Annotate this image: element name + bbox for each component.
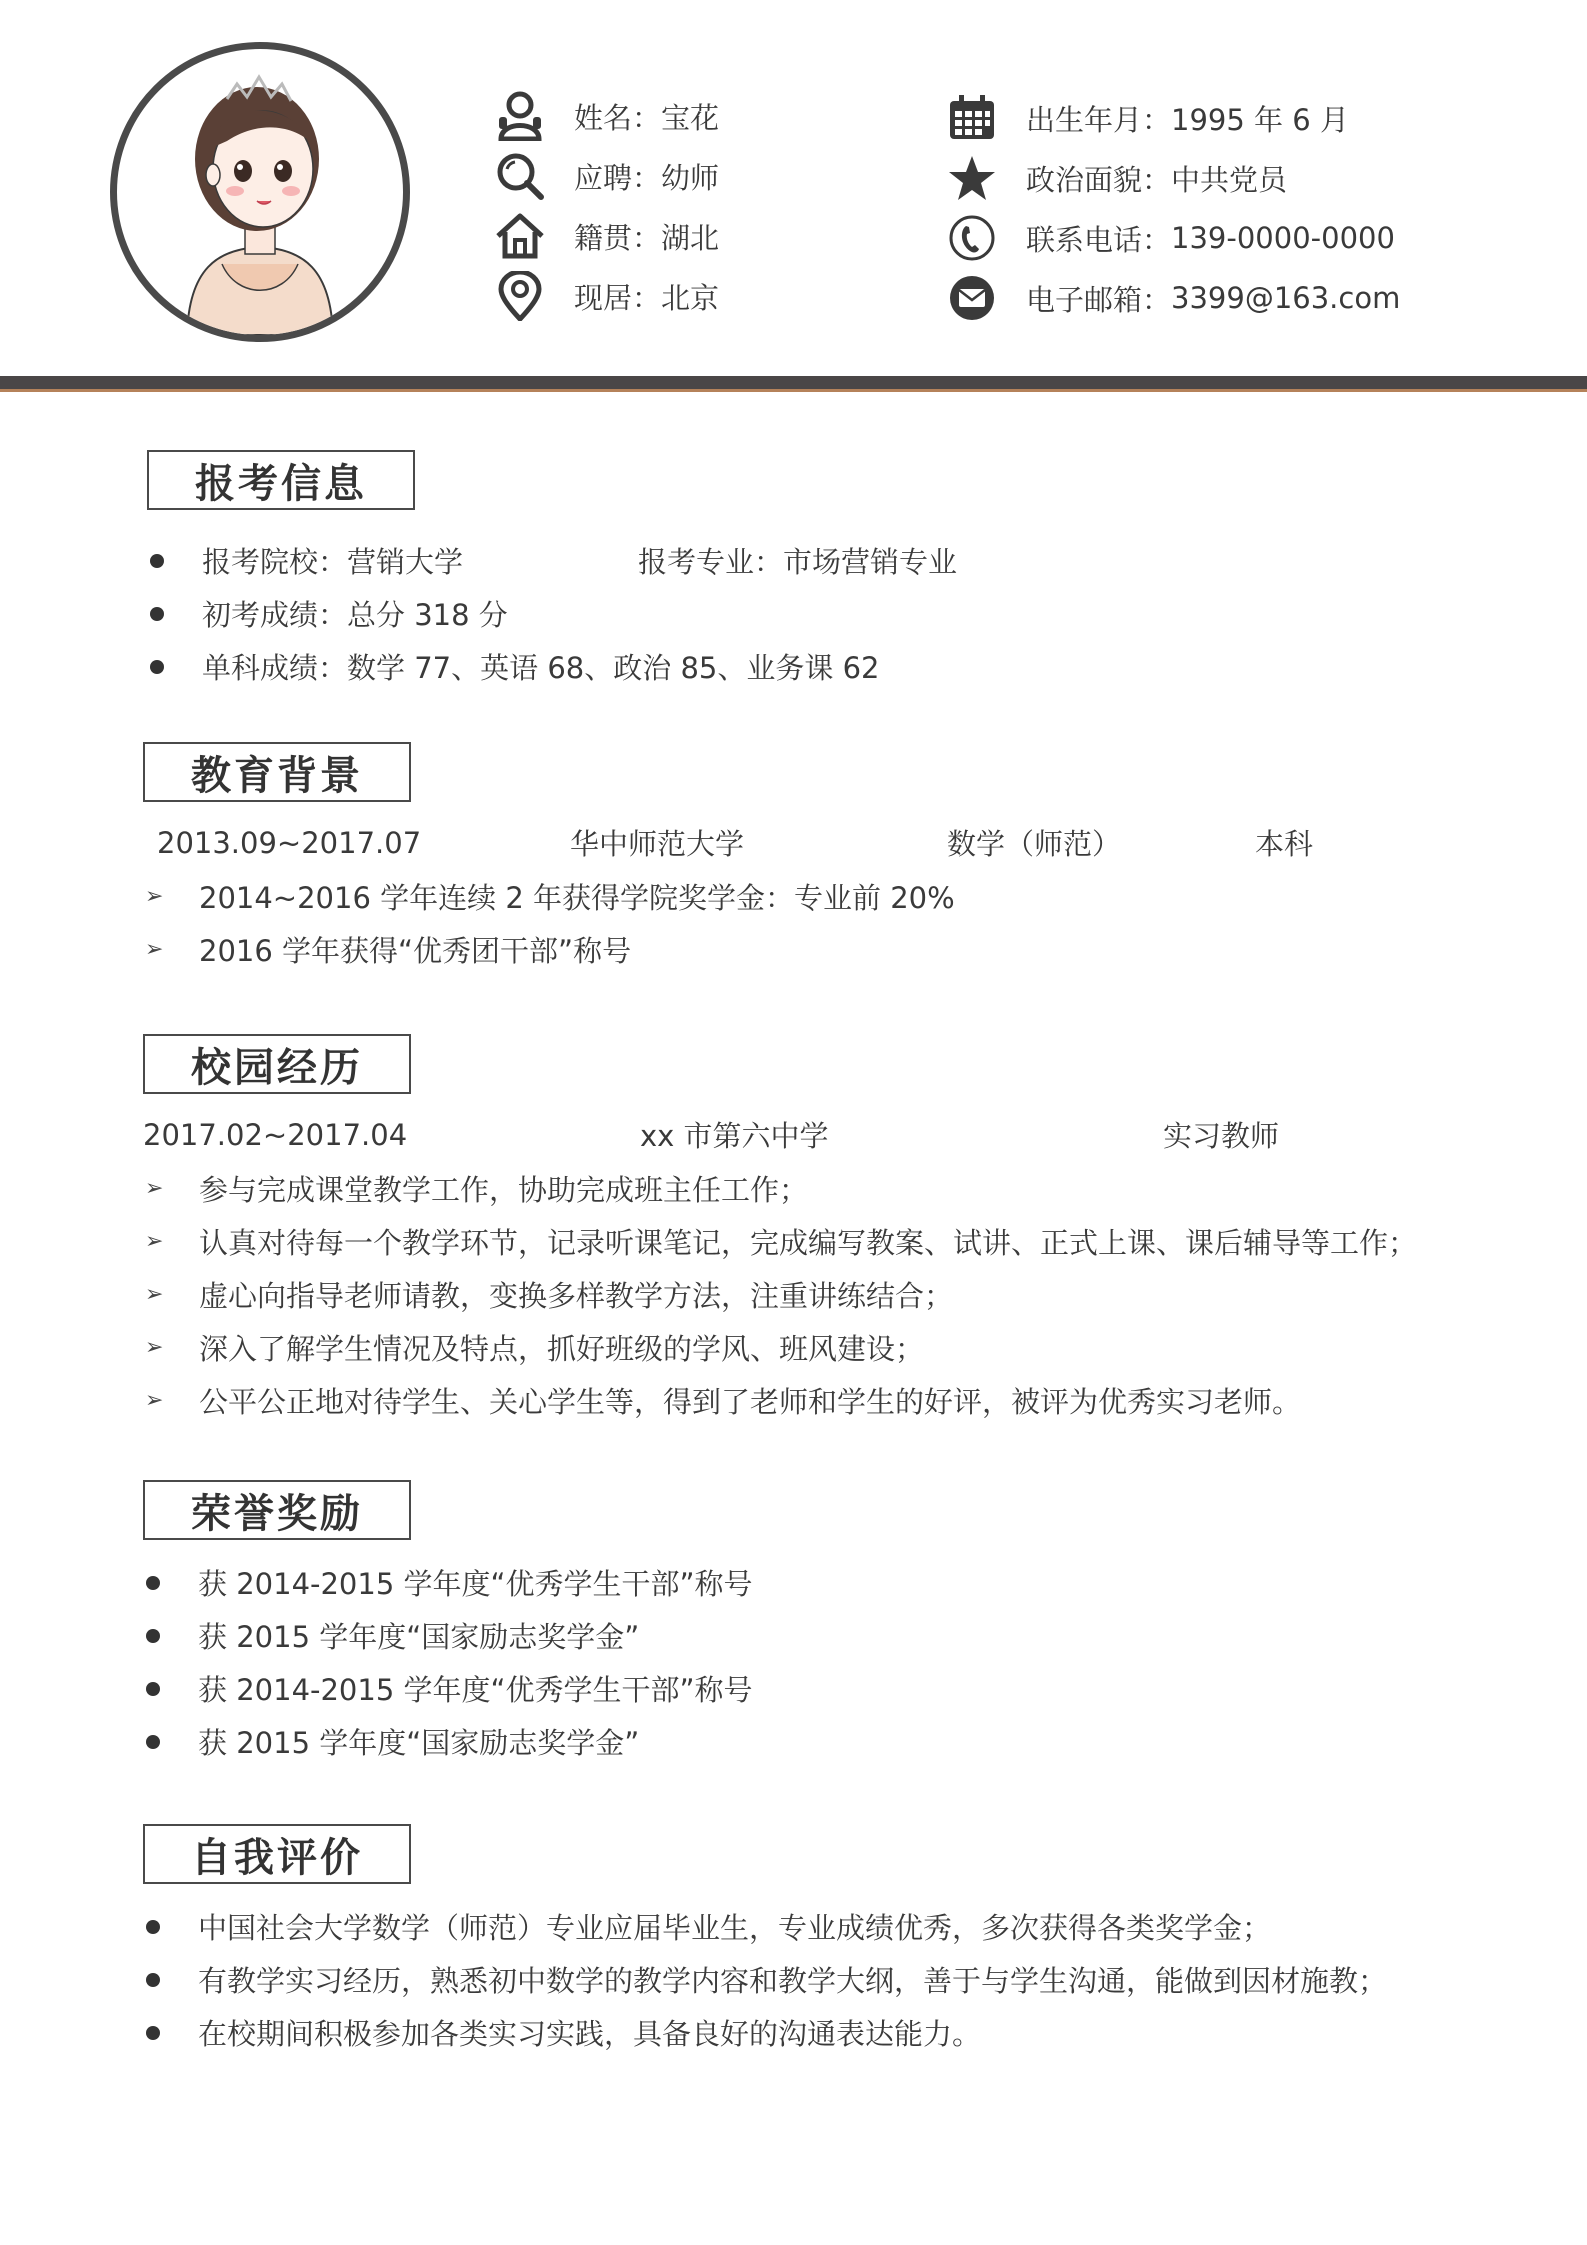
arrow-bullet-icon: ➢ [145,937,164,962]
exam-school: 报考院校：营销大学 [202,545,464,579]
honor-item: 获 2015 学年度“国家励志奖学金” [198,1726,640,1760]
bullet-icon [150,554,164,568]
residence-value: 北京 [661,280,720,315]
honor-item: 获 2014-2015 学年度“优秀学生干部”称号 [198,1673,753,1707]
list-item [150,640,1450,693]
self-item: 在校期间积极参加各类实习实践，具备良好的沟通表达能力。 [198,2017,982,2051]
arrow-bullet-icon: ➢ [145,884,164,909]
education-item: 2016 学年获得“优秀团干部”称号 [199,934,632,968]
education-period: 2013.09~2017.07 [157,825,422,860]
email-value: 3399@163.com [1171,281,1401,315]
birth-value: 1995 年 6 月 [1171,102,1349,137]
bullet-icon [146,2026,160,2040]
phone-row [946,208,1400,268]
arrow-bullet-icon: ➢ [145,1388,164,1413]
list-item [145,1268,1465,1321]
section-title-education: 教育背景 [143,742,411,802]
bullet-icon [146,1920,160,1934]
residence-label: 现居 ： [574,276,661,317]
honor-item: 获 2015 学年度“国家励志奖学金” [198,1620,640,1654]
list-item [145,870,1445,923]
education-degree: 本科 [1255,827,1314,861]
exam-subject-scores: 单科成绩：数学 77、英语 68、政治 85、业务课 62 [202,651,880,685]
list-item [150,587,1450,640]
search-icon [494,150,546,202]
origin-value: 湖北 [661,220,720,255]
section-title-campus: 校园经历 [143,1034,411,1094]
list-item [146,1662,1446,1715]
header-divider [0,376,1587,389]
home-icon [494,210,546,262]
profile-right-column [946,88,1400,328]
campus-role: 实习教师 [1163,1119,1280,1153]
birth-label: 出生年月 ： [1026,98,1171,139]
education-school: 华中师范大学 [570,827,745,861]
list-item [145,1321,1465,1374]
campus-item: 公平公正地对待学生、关心学生等，得到了老师和学生的好评，被评为优秀实习老师。 [199,1385,1302,1419]
education-item: 2014~2016 学年连续 2 年获得学院奖学金：专业前 20% [199,881,955,915]
education-list [145,870,1445,976]
campus-item: 虚心向指导老师请教，变换多样教学方法，注重讲练结合； [199,1279,954,1313]
list-item [146,1556,1446,1609]
self-list [146,1900,1466,2059]
avatar [110,42,410,342]
bullet-icon [146,1629,160,1643]
politics-value: 中共党员 [1171,162,1288,197]
phone-icon [946,212,998,264]
bullet-icon [146,1576,160,1590]
section-title-exam: 报考信息 [147,450,415,510]
self-item: 中国社会大学数学（师范）专业应届毕业生，专业成绩优秀，多次获得各类奖学金； [198,1911,1272,1945]
email-row [946,268,1400,328]
origin-row [494,206,719,266]
campus-org: xx 市第六中学 [640,1119,829,1153]
phone-value: 139-0000-0000 [1171,221,1395,255]
job-label: 应聘 ： [574,156,661,197]
list-item [146,1609,1446,1662]
origin-label: 籍贯 ： [574,216,661,257]
exam-score: 初考成绩：总分 318 分 [202,598,508,632]
list-item [145,923,1445,976]
residence-row [494,266,719,326]
profile-left-column [494,86,719,326]
list-item [146,1715,1446,1768]
self-item: 有教学实习经历，熟悉初中数学的教学内容和教学大纲，善于与学生沟通，能做到因材施教； [198,1964,1388,1998]
mail-icon [946,272,998,324]
list-item [145,1162,1465,1215]
exam-major: 报考专业：市场营销专业 [638,545,958,579]
job-value: 幼师 [661,160,720,195]
campus-item: 参与完成课堂教学工作，协助完成班主任工作； [199,1173,809,1207]
avatar-illustration [117,49,403,335]
bullet-icon [146,1682,160,1696]
email-label: 电子邮箱 ： [1026,278,1171,319]
name-value: 宝花 [661,100,720,135]
politics-label: 政治面貌 ： [1026,158,1171,199]
bullet-icon [150,660,164,674]
politics-row [946,148,1400,208]
exam-list [150,534,1450,693]
arrow-bullet-icon: ➢ [145,1282,164,1307]
job-row [494,146,719,206]
bullet-icon [150,607,164,621]
section-title-honors: 荣誉奖励 [143,1480,411,1540]
person-icon [494,90,546,142]
arrow-bullet-icon: ➢ [145,1229,164,1254]
calendar-icon [946,92,998,144]
campus-list [145,1162,1465,1427]
birth-row [946,88,1400,148]
bullet-icon [146,1973,160,1987]
campus-period: 2017.02~2017.04 [143,1117,408,1152]
list-item [146,1900,1466,1953]
honors-list [146,1556,1446,1768]
list-item [145,1215,1465,1268]
education-major: 数学（师范） [947,827,1122,861]
arrow-bullet-icon: ➢ [145,1176,164,1201]
phone-label: 联系电话 ： [1026,218,1171,259]
name-label: 姓名 ： [574,96,661,137]
list-item [145,1374,1465,1427]
campus-item: 认真对待每一个教学环节，记录听课笔记，完成编写教案、试讲、正式上课、课后辅导等工作； [199,1226,1418,1260]
campus-item: 深入了解学生情况及特点，抓好班级的学风、班风建设； [199,1332,925,1366]
list-item [150,534,1450,587]
location-icon [494,270,546,322]
list-item [146,1953,1466,2006]
arrow-bullet-icon: ➢ [145,1335,164,1360]
star-icon [946,152,998,204]
list-item [146,2006,1466,2059]
bullet-icon [146,1735,160,1749]
name-row [494,86,719,146]
header-divider-accent [0,389,1587,392]
section-title-self: 自我评价 [143,1824,411,1884]
honor-item: 获 2014-2015 学年度“优秀学生干部”称号 [198,1567,753,1601]
